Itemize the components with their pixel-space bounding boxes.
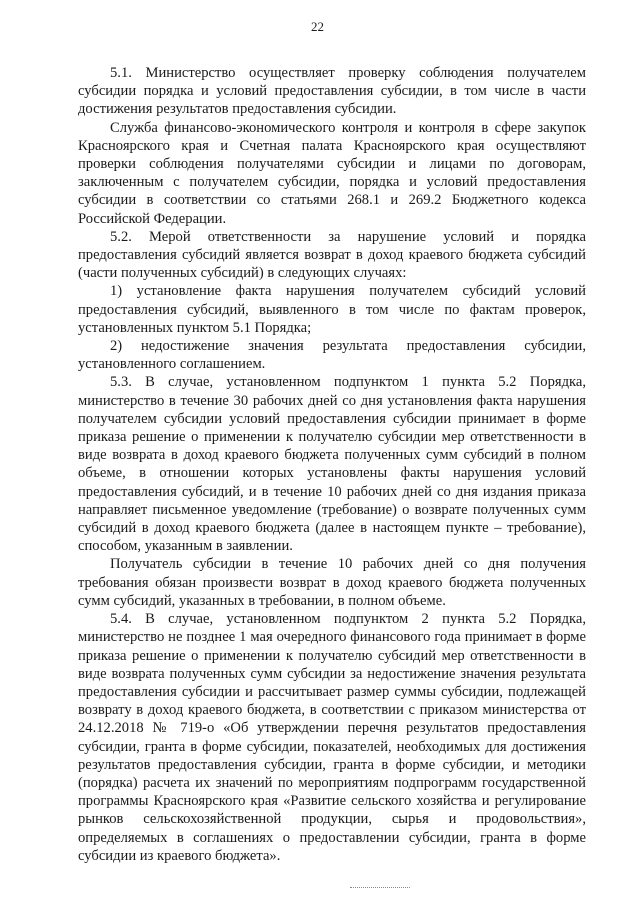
paragraph-5-2-item-2: 2) недостижение значения результата предоставления субсидии, установленного соглашением. bbox=[78, 338, 586, 373]
paragraph-5-4: 5.4. В случае, установленном подпунктом 2 пункта 5.2 Порядка, министерство не позднее 1 мая очередного финансового года принимает в форме приказа решение о применении к получателю субсидий мер ответственности в виде возврата полученных сумм субсидии за недостижение значения результата предоставления субсидии и рассчитывает размер суммы субсидии, подлежащей возврату в доход краевого бюджета, в соответствии с приказом министерства от 24.12.2018 № 719-о «Об утверждении перечня результатов предоставления субсидии, гранта в форме субсидии, показателей, необходимых для достижения результатов предоставления субсидии, гранта в форме субсидии, и методики (порядка) расчета их значений по мероприятиям подпрограмм государственной программы Красноярского края «Развитие сельского хозяйства и регулирование рынков сельскохозяйственной продукции, сырья и продовольствия», определяемых в соглашениях о предоставлении субсидии, гранта в форме субсидии из краевого бюджета». bbox=[78, 611, 586, 864]
scan-artifact bbox=[350, 887, 410, 888]
paragraph-control-service: Служба финансово-экономического контроля и контроля в сфере закупок Красноярского края и Счетная палата Красноярского края осуществляют проверки соблюдения получателями субсидии и лицами по договорам, заключенным с получателем субсидии, порядка и условий предоставления субсидии в соответствии со статьями 268.1 и 269.2 Бюджетного кодекса Российской Федерации. bbox=[78, 119, 586, 227]
document-body bbox=[78, 64, 586, 865]
paragraph-recipient-return: Получатель субсидии в течение 10 рабочих дней со дня получения требования обязан произвести возврат в доход краевого бюджета полученных сумм субсидий, указанных в требовании, в полном объеме. bbox=[78, 556, 586, 609]
paragraph-5-2: 5.2. Мерой ответственности за нарушение условий и порядка предоставления субсидий является возврат в доход краевого бюджета субсидий (части полученных субсидий) в следующих случаях: bbox=[78, 228, 586, 282]
page-number: 22 bbox=[311, 19, 324, 34]
paragraph-5-2-item-1: 1) установление факта нарушения получателем субсидий условий предоставления субсидий, выявленного в том числе по фактам проверок, установленных пунктом 5.1 Порядка; bbox=[78, 283, 586, 336]
paragraph-5-3: 5.3. В случае, установленном подпунктом 1 пункта 5.2 Порядка, министерство в течение 30 рабочих дней со дня установления факта нарушения получателем субсидии условий предоставления субсидии принимает в форме приказа решение о применении к получателю субсидии мер ответственности в виде возврата в доход краевого бюджета полученных сумм субсидий в полном объеме, в отношении которых установлены факты нарушения условий предоставления субсидий, и в течение 10 рабочих дней со дня издания приказа направляет письменное уведомление (требование) о возврате полученных сумм субсидий в доход краевого бюджета (далее в настоящем пункте – требование), способом, указанным в заявлении. bbox=[78, 374, 586, 555]
paragraph-5-1: 5.1. Министерство осуществляет проверку соблюдения получателем субсидии порядка и условий предоставления субсидии, в том числе в части достижения результатов предоставления субсидии. bbox=[78, 65, 586, 118]
